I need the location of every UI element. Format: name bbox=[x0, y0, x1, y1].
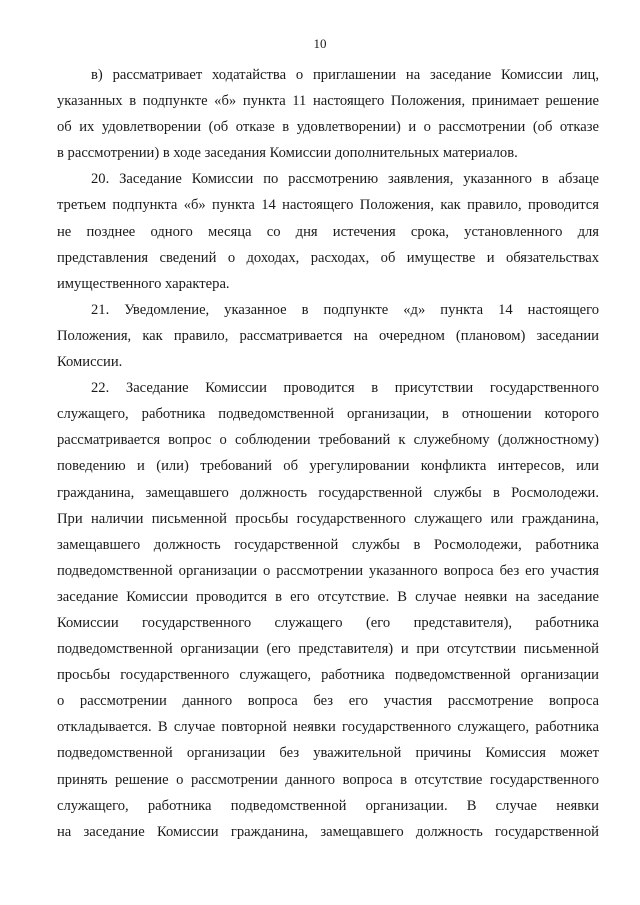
text-line: служащего, работника подведомственной организации, в отношении которого bbox=[57, 406, 599, 423]
text-line: не позднее одного месяца со дня истечения срока, установленного для bbox=[57, 223, 599, 240]
text-line: принять решение о рассмотрении данного вопроса в отсутствие государственного bbox=[57, 771, 599, 788]
text-line: 21. Уведомление, указанное в подпункте «д» пункта 14 настоящего bbox=[91, 301, 599, 318]
text-line: на заседание Комиссии гражданина, замещавшего должность государственной bbox=[57, 823, 599, 840]
text-line: рассматривается вопрос о соблюдении требований к служебному (должностному) bbox=[57, 432, 599, 449]
text-line: Комиссии. bbox=[57, 354, 123, 371]
text-line: третьем подпункта «б» пункта 14 настоящего Положения, как правило, проводится bbox=[57, 197, 599, 214]
text-line: подведомственной организации о рассмотрении указанного вопроса без его участия bbox=[57, 562, 599, 579]
text-line: Положения, как правило, рассматривается на очередном (плановом) заседании bbox=[57, 327, 599, 344]
text-line: поведению и (или) требований об урегулировании конфликта интересов, или bbox=[57, 458, 599, 475]
text-line: служащего, работника подведомственной организации. В случае неявки bbox=[57, 797, 599, 814]
text-line: в рассмотрении) в ходе заседания Комиссии дополнительных материалов. bbox=[57, 145, 518, 162]
text-line: об их удовлетворении (об отказе в удовлетворении) и о рассмотрении (об отказе bbox=[57, 119, 599, 136]
document-body bbox=[57, 62, 599, 845]
text-line: имущественного характера. bbox=[57, 275, 230, 292]
text-line: 22. Заседание Комиссии проводится в присутствии государственного bbox=[91, 380, 599, 397]
text-line: заседание Комиссии проводится в его отсутствие. В случае неявки на заседание bbox=[57, 588, 599, 605]
text-line: откладывается. В случае повторной неявки государственного служащего, работника bbox=[57, 719, 599, 736]
text-line: о рассмотрении данного вопроса без его участия рассмотрение вопроса bbox=[57, 693, 599, 710]
text-line: гражданина, замещавшего должность государственной службы в Росмолодежи. bbox=[57, 484, 599, 501]
text-line: просьбы государственного служащего, работника подведомственной организации bbox=[57, 667, 599, 684]
text-line: Комиссии государственного служащего (его представителя), работника bbox=[57, 614, 599, 631]
text-line: подведомственной организации (его представителя) и при отсутствии письменной bbox=[57, 641, 599, 658]
text-line: указанных в подпункте «б» пункта 11 настоящего Положения, принимает решение bbox=[57, 93, 599, 110]
text-line: в) рассматривает ходатайства о приглашении на заседание Комиссии лиц, bbox=[91, 67, 599, 83]
text-line: 20. Заседание Комиссии по рассмотрению заявления, указанного в абзаце bbox=[91, 171, 599, 188]
text-line: При наличии письменной просьбы государственного служащего или гражданина, bbox=[57, 510, 599, 527]
text-line: представления сведений о доходах, расходах, об имуществе и обязательствах bbox=[57, 249, 599, 266]
page-number: 10 bbox=[313, 36, 327, 51]
text-line: замещавшего должность государственной службы в Росмолодежи, работника bbox=[57, 536, 599, 553]
text-line: подведомственной организации без уважительной причины Комиссия может bbox=[57, 745, 599, 762]
